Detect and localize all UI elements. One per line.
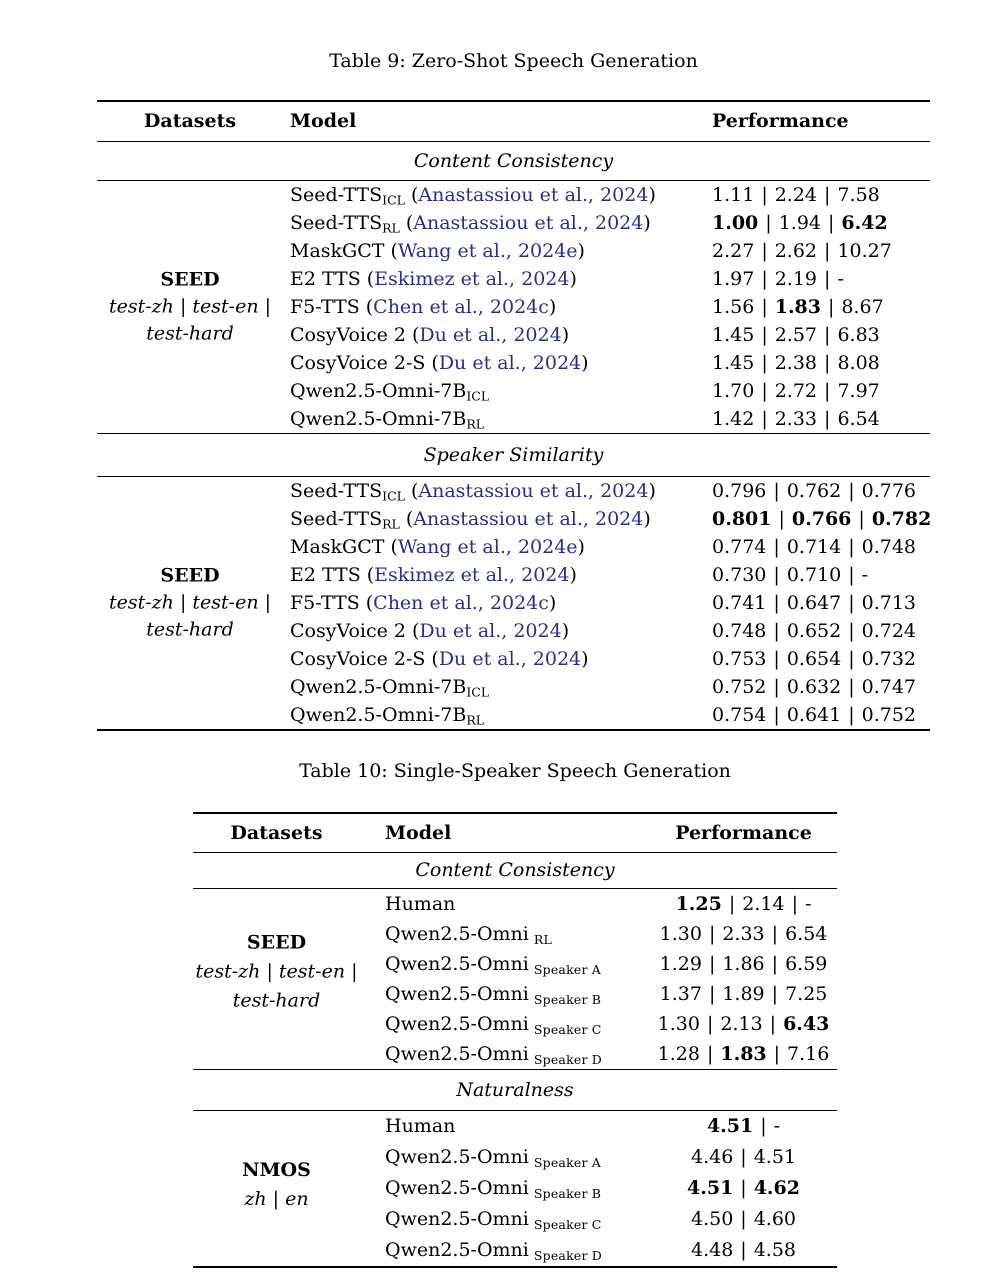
model-cell: Qwen2.5-Omni $_{Speaker B}$ — [385, 983, 602, 1007]
model-cell: Qwen2.5-Omni $_{Speaker D}$ — [385, 1043, 603, 1067]
citation-link[interactable]: Chen et al., 2024c — [373, 592, 549, 614]
dataset-subsets-line1: test-zh | test-en | — [108, 591, 272, 614]
model-subscript: RL — [533, 931, 552, 947]
citation-link[interactable]: Du et al., 2024 — [419, 324, 562, 346]
model-cell: F5-TTS (Chen et al., 2024c) — [290, 296, 557, 318]
model-cell: F5-TTS (Chen et al., 2024c) — [290, 592, 557, 614]
performance-cell: 4.51 | 4.62 — [687, 1177, 800, 1199]
dataset-subsets-line2: test-hard — [146, 618, 234, 641]
citation-link[interactable]: Anastassiou et al., 2024 — [418, 184, 649, 206]
dataset-subsets-line1: zh | en — [244, 1188, 309, 1211]
model-cell: $Qwen2.5-Omni-7B_{ICL}$ — [290, 380, 490, 404]
performance-cell: 1.00 | 1.94 | 6.42 — [712, 212, 888, 234]
model-cell: CosyVoice 2-S (Du et al., 2024) — [290, 352, 589, 374]
header-model: Model — [385, 822, 452, 844]
table-row — [97, 237, 930, 265]
citation-link[interactable]: Anastassiou et al., 2024 — [418, 480, 649, 502]
table-row — [97, 645, 930, 673]
model-cell: $Qwen2.5-Omni-7B_{ICL}$ — [290, 676, 490, 700]
model-subscript: Speaker C — [533, 1021, 602, 1037]
model-cell: $Qwen2.5-Omni-7B_{RL}$ — [290, 704, 485, 728]
performance-cell: 1.30 | 2.13 | 6.43 — [657, 1013, 830, 1035]
model-subscript: RL — [382, 516, 400, 532]
performance-cell: 1.56 | 1.83 | 8.67 — [712, 296, 884, 318]
table-row — [193, 889, 837, 919]
section-content-consistency: Content Consistency — [97, 142, 930, 181]
dataset-label — [97, 563, 283, 644]
citation-link[interactable]: Du et al., 2024 — [419, 620, 562, 642]
dataset-label — [193, 1156, 360, 1214]
model-subscript: ICL — [466, 388, 490, 404]
performance-cell: 0.741 | 0.647 | 0.713 — [712, 592, 917, 614]
model-cell: Human — [385, 893, 456, 915]
table-row — [97, 477, 930, 505]
model-subscript: Speaker B — [533, 991, 602, 1007]
performance-cell: 4.48 | 4.58 — [690, 1239, 797, 1261]
model-cell: Qwen2.5-Omni $_{RL}$ — [385, 923, 552, 947]
dataset-subsets-line2: test-hard — [146, 322, 234, 345]
dataset-subsets-line2: test-hard — [232, 989, 321, 1012]
model-cell: Human — [385, 1115, 456, 1137]
citation-link[interactable]: Wang et al., 2024e — [397, 536, 578, 558]
performance-cell: 1.11 | 2.24 | 7.58 — [712, 184, 880, 206]
performance-cell: 1.97 | 2.19 | - — [712, 268, 844, 290]
performance-cell: 0.748 | 0.652 | 0.724 — [712, 620, 917, 642]
citation-link[interactable]: Chen et al., 2024c — [373, 296, 549, 318]
header-model: Model — [290, 110, 357, 132]
dataset-label — [97, 267, 283, 348]
performance-cell: 1.29 | 1.86 | 6.59 — [659, 953, 828, 975]
performance-cell: 0.796 | 0.762 | 0.776 — [712, 480, 917, 502]
table-row — [193, 1039, 837, 1069]
model-subscript: Speaker A — [533, 961, 602, 977]
performance-cell: 1.30 | 2.33 | 6.54 — [659, 923, 828, 945]
model-cell: Qwen2.5-Omni $_{Speaker A}$ — [385, 953, 602, 977]
performance-cell: 0.752 | 0.632 | 0.747 — [712, 676, 917, 698]
model-subscript: RL — [382, 220, 400, 236]
header-performance: Performance — [675, 822, 812, 844]
table9-content-consistency-rows — [97, 181, 930, 434]
citation-link[interactable]: Eskimez et al., 2024 — [374, 564, 570, 586]
model-cell: MaskGCT (Wang et al., 2024e) — [290, 536, 585, 558]
section-naturalness: Naturalness — [193, 1070, 837, 1111]
dataset-subsets-line1: test-zh | test-en | — [195, 960, 358, 983]
table-row — [97, 533, 930, 561]
table9-caption: Table 9: Zero-Shot Speech Generation — [329, 50, 698, 72]
performance-cell: 1.37 | 1.89 | 7.25 — [659, 983, 828, 1005]
table9-speaker-similarity-rows — [97, 477, 930, 731]
model-cell: Qwen2.5-Omni $_{Speaker B}$ — [385, 1177, 602, 1201]
citation-link[interactable]: Anastassiou et al., 2024 — [413, 212, 644, 234]
model-subscript: ICL — [382, 488, 405, 504]
model-subscript: ICL — [466, 684, 490, 700]
performance-cell: 1.28 | 1.83 | 7.16 — [657, 1043, 830, 1065]
table10-naturalness-rows — [193, 1111, 837, 1268]
citation-link[interactable]: Wang et al., 2024e — [397, 240, 578, 262]
citation-link[interactable]: Anastassiou et al., 2024 — [413, 508, 644, 530]
table10-header-row — [193, 814, 837, 853]
model-cell: Seed-$TTS_{RL}$ (Anastassiou et al., 2024) — [290, 508, 651, 532]
section-content-consistency: Content Consistency — [193, 853, 837, 889]
table-row — [97, 181, 930, 209]
dataset-name: SEED — [160, 268, 220, 291]
citation-link[interactable]: Du et al., 2024 — [438, 648, 582, 670]
model-cell: Seed-$TTS_{RL}$ (Anastassiou et al., 2024) — [290, 212, 651, 236]
table10-caption: Table 10: Single-Speaker Speech Generation — [299, 760, 731, 782]
citation-link[interactable]: Du et al., 2024 — [438, 352, 582, 374]
performance-cell: 1.42 | 2.33 | 6.54 — [712, 408, 880, 430]
table-row — [97, 349, 930, 377]
table10-single-speaker-speech-generation — [193, 812, 837, 1268]
performance-cell: 1.25 | 2.14 | - — [675, 893, 812, 915]
model-subscript: RL — [466, 712, 485, 728]
table10-content-consistency-rows — [193, 889, 837, 1070]
performance-cell: 0.754 | 0.641 | 0.752 — [712, 704, 917, 726]
performance-cell: 1.45 | 2.57 | 6.83 — [712, 324, 880, 346]
model-cell: Qwen2.5-Omni $_{Speaker C}$ — [385, 1208, 602, 1232]
model-cell: $Qwen2.5-Omni-7B_{RL}$ — [290, 408, 485, 432]
dataset-name: NMOS — [242, 1159, 311, 1182]
table9-header-row — [97, 102, 930, 142]
table9-zero-shot-speech-generation — [97, 100, 930, 731]
performance-cell: 2.27 | 2.62 | 10.27 — [712, 240, 892, 262]
header-datasets: Datasets — [230, 822, 323, 844]
model-subscript: Speaker B — [533, 1185, 602, 1201]
model-cell: CosyVoice 2-S (Du et al., 2024) — [290, 648, 589, 670]
performance-cell: 4.46 | 4.51 — [690, 1146, 797, 1168]
performance-cell: 4.50 | 4.60 — [690, 1208, 797, 1230]
model-cell: Seed-$TTS_{ICL}$ (Anastassiou et al., 2024) — [290, 480, 656, 504]
model-subscript: RL — [466, 416, 485, 432]
section-speaker-similarity: Speaker Similarity — [97, 434, 930, 477]
dataset-label — [193, 928, 360, 1015]
model-cell: CosyVoice 2 (Du et al., 2024) — [290, 324, 570, 346]
model-subscript: Speaker A — [533, 1154, 602, 1170]
table-row — [97, 405, 930, 433]
table-row — [97, 701, 930, 729]
header-performance: Performance — [712, 110, 849, 132]
dataset-name: SEED — [160, 564, 220, 587]
performance-cell: 0.774 | 0.714 | 0.748 — [712, 536, 917, 558]
model-subscript: Speaker C — [533, 1216, 602, 1232]
model-cell: E2 TTS (Eskimez et al., 2024) — [290, 564, 577, 586]
model-cell: Qwen2.5-Omni $_{Speaker D}$ — [385, 1239, 603, 1263]
performance-cell: 1.45 | 2.38 | 8.08 — [712, 352, 880, 374]
performance-cell: 4.51 | - — [706, 1115, 781, 1137]
citation-link[interactable]: Eskimez et al., 2024 — [374, 268, 570, 290]
model-cell: CosyVoice 2 (Du et al., 2024) — [290, 620, 570, 642]
performance-cell: 0.730 | 0.710 | - — [712, 564, 869, 586]
performance-cell: 0.801 | 0.766 | 0.782 — [712, 508, 932, 530]
model-cell: E2 TTS (Eskimez et al., 2024) — [290, 268, 577, 290]
model-cell: Qwen2.5-Omni $_{Speaker A}$ — [385, 1146, 602, 1170]
model-cell: Seed-$TTS_{ICL}$ (Anastassiou et al., 2024) — [290, 184, 656, 208]
model-subscript: Speaker D — [533, 1051, 603, 1067]
performance-cell: 0.753 | 0.654 | 0.732 — [712, 648, 917, 670]
model-cell: MaskGCT (Wang et al., 2024e) — [290, 240, 585, 262]
dataset-subsets-line1: test-zh | test-en | — [108, 295, 272, 318]
performance-cell: 1.70 | 2.72 | 7.97 — [712, 380, 880, 402]
header-datasets: Datasets — [143, 110, 237, 132]
table-row — [97, 377, 930, 405]
model-subscript: Speaker D — [533, 1247, 603, 1263]
table-row — [193, 1235, 837, 1266]
table-row — [97, 673, 930, 701]
table-row — [193, 1111, 837, 1142]
table-row — [97, 505, 930, 533]
model-subscript: ICL — [382, 192, 405, 208]
model-cell: Qwen2.5-Omni $_{Speaker C}$ — [385, 1013, 602, 1037]
dataset-name: SEED — [246, 931, 307, 954]
table-row — [97, 209, 930, 237]
